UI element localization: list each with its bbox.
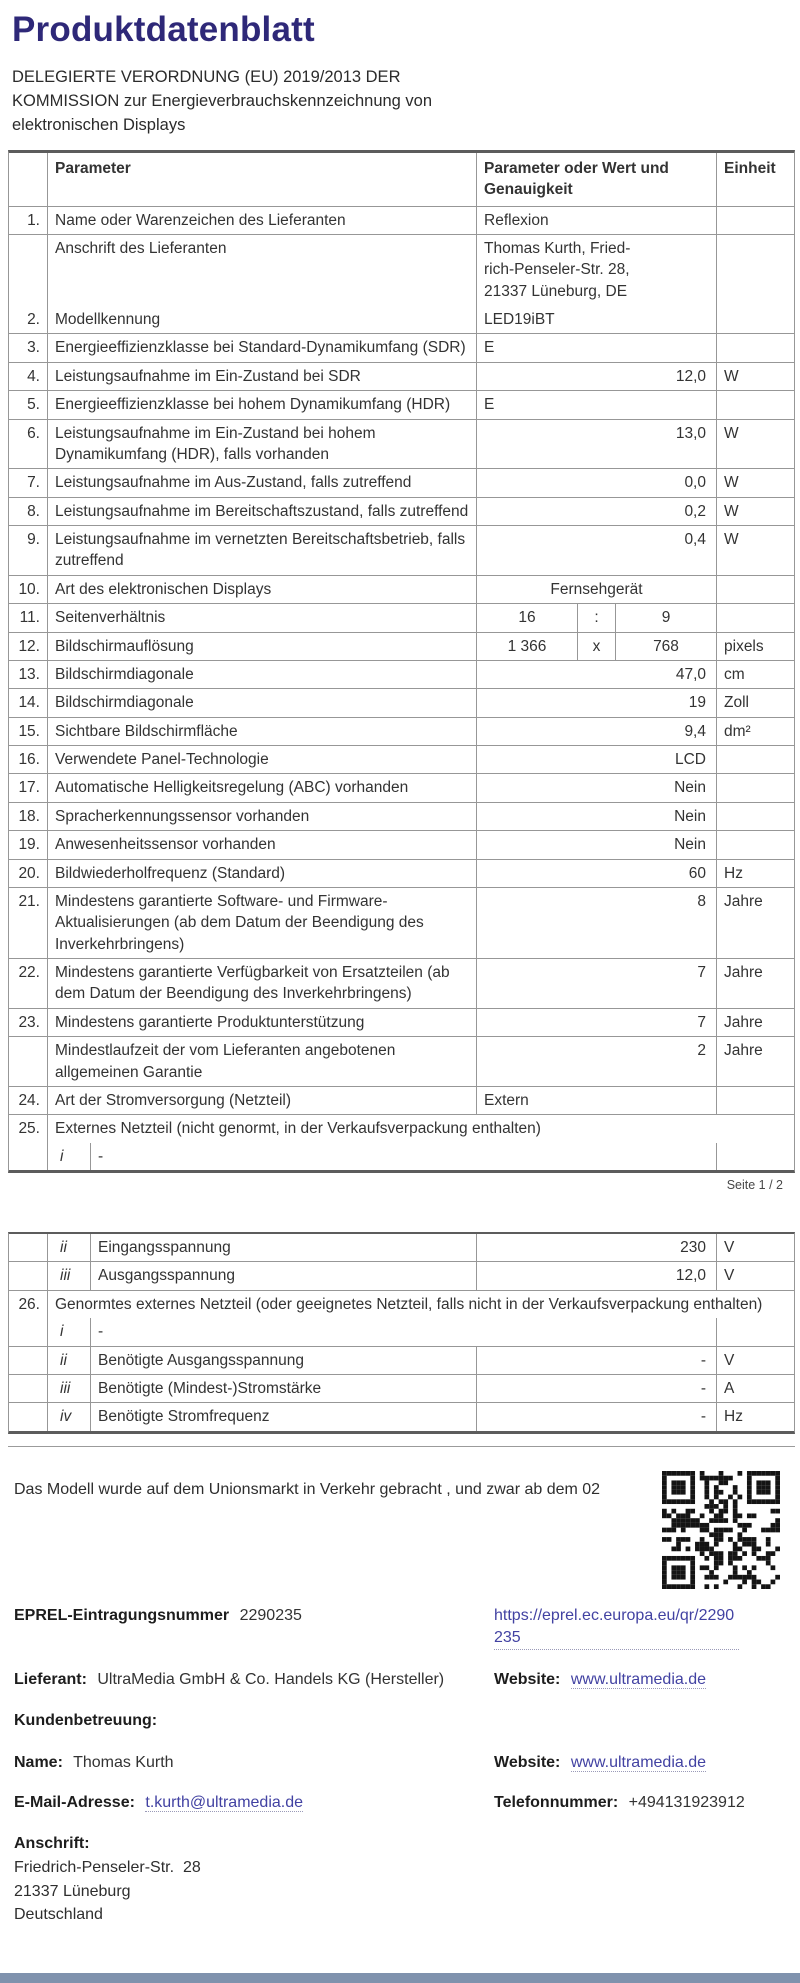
page-title: Produktdatenblatt <box>12 10 315 49</box>
parameter-cell: Verwendete Panel-Technologie <box>48 746 477 773</box>
table-row <box>9 689 794 717</box>
parameter-span-cell: Externes Netzteil (nicht genormt, in der Verkaufsverpackung enthalten) <box>55 1120 541 1138</box>
row-number-cell <box>9 1234 48 1261</box>
unit-cell: Jahre <box>724 892 763 910</box>
address-country: Deutschland <box>14 1905 103 1923</box>
address-block <box>14 1833 790 1926</box>
value-cell: - <box>477 1347 717 1374</box>
parameter-cell: Bildschirmdiagonale <box>48 689 477 716</box>
parameter-cell: Benötigte (Mindest-)Stromstärke <box>91 1375 477 1402</box>
table-row <box>9 526 794 576</box>
value-cell: E <box>477 334 717 361</box>
table-row <box>9 1234 794 1262</box>
row-number-cell <box>9 1347 48 1374</box>
table-row <box>9 498 794 526</box>
parameter-cell: Bildwiederholfrequenz (Standard) <box>48 860 477 887</box>
row-number-cell: 16. <box>9 746 48 773</box>
parameter-cell: Energieeffizienzklasse bei hohem Dynamikumfang (HDR) <box>48 391 477 418</box>
unit-cell: Jahre <box>724 1042 763 1060</box>
regulation-subtitle: DELEGIERTE VERORDNUNG (EU) 2019/2013 DER KOMMISSION zur Energieverbrauchskennzeichnung von elektronischen Displays <box>12 68 433 134</box>
unit-cell <box>717 235 794 306</box>
row-number-cell: 19. <box>9 831 48 858</box>
website-link[interactable]: www.ultramedia.de <box>570 1671 707 1689</box>
parameter-cell: Ausgangsspannung <box>91 1262 477 1289</box>
value-cell: 13,0 <box>477 420 717 469</box>
value-cell: 0,2 <box>477 498 717 525</box>
parameter-cell: Sichtbare Bildschirmfläche <box>48 718 477 745</box>
ratio-right-cell: 9 <box>616 604 717 631</box>
table-row <box>9 661 794 689</box>
table-row <box>9 1291 794 1318</box>
value-cell: Nein <box>477 803 717 830</box>
row-number-cell: 12. <box>9 633 48 660</box>
roman-numeral-cell: iii <box>48 1262 91 1289</box>
unit-cell: W <box>724 424 739 442</box>
table-row <box>9 235 794 306</box>
unit-cell <box>717 207 794 234</box>
parameter-cell: Benötigte Ausgangsspannung <box>91 1347 477 1374</box>
table-row <box>9 420 794 470</box>
market-placement-note: Das Modell wurde auf dem Unionsmarkt in Verkehr gebracht , und zwar ab dem 02 <box>14 1480 601 1498</box>
value-cell: - <box>477 1375 717 1402</box>
unit-cell: V <box>724 1239 735 1257</box>
unit-cell: cm <box>724 665 745 683</box>
website2-label: Website: <box>494 1753 561 1771</box>
table-row <box>9 604 794 632</box>
table-row <box>9 633 794 661</box>
ratio-left-cell: 1 366 <box>477 633 578 660</box>
roman-numeral-cell: iv <box>48 1403 91 1430</box>
unit-cell <box>717 334 794 361</box>
value-cell: 2 <box>477 1037 717 1086</box>
parameter-cell: Art der Stromversorgung (Netzteil) <box>48 1087 477 1114</box>
parameter-cell: Bildschirmdiagonale <box>48 661 477 688</box>
parameter-cell: Leistungsaufnahme im Ein-Zustand bei SDR <box>48 363 477 390</box>
roman-numeral-cell: i <box>48 1318 91 1345</box>
table-row <box>9 306 794 334</box>
value-cell: 7 <box>477 959 717 1008</box>
parameter-cell: Seitenverhältnis <box>48 604 477 631</box>
table-row <box>9 803 794 831</box>
sub-value-cell: - <box>91 1318 717 1345</box>
unit-cell: V <box>724 1351 735 1369</box>
value-cell: 12,0 <box>477 363 717 390</box>
unit-cell: pixels <box>724 637 764 655</box>
row-number-cell <box>9 1375 48 1402</box>
table-row <box>9 1262 794 1290</box>
market-note-row <box>14 1469 790 1605</box>
qr-code-icon <box>662 1471 780 1589</box>
eprel-number-label: EPREL-Eintragungsnummer <box>14 1606 230 1624</box>
value-cell: 0,0 <box>477 469 717 496</box>
unit-cell: Zoll <box>724 694 749 712</box>
ratio-separator-cell: x <box>578 633 616 660</box>
phone-value: +494131923912 <box>628 1794 745 1812</box>
roman-numeral-cell: ii <box>48 1347 91 1374</box>
unit-cell: W <box>724 474 739 492</box>
row-number-cell: 14. <box>9 689 48 716</box>
table-row <box>9 1115 794 1142</box>
row-number-cell: 15. <box>9 718 48 745</box>
unit-cell: Hz <box>724 1408 743 1426</box>
table-header-row <box>9 153 794 207</box>
parameter-cell: Leistungsaufnahme im Aus-Zustand, falls zutreffend <box>48 469 477 496</box>
bottom-bar <box>0 1973 800 1983</box>
value-cell: 230 <box>477 1234 717 1261</box>
row-number-cell <box>9 1318 48 1345</box>
value-cell: 9,4 <box>477 718 717 745</box>
value-cell: 47,0 <box>477 661 717 688</box>
row-number-cell: 21. <box>9 888 48 958</box>
phone-label: Telefonnummer: <box>494 1794 619 1812</box>
unit-cell <box>717 831 794 858</box>
unit-cell: Jahre <box>724 1013 763 1031</box>
table-row <box>9 576 794 604</box>
table-row <box>9 831 794 859</box>
row-number-cell: 24. <box>9 1087 48 1114</box>
table-row <box>9 860 794 888</box>
unit-cell <box>717 746 794 773</box>
value-cell: LED19iBT <box>477 306 717 333</box>
unit-cell <box>717 576 794 603</box>
row-number-cell <box>9 1037 48 1086</box>
value-cell: LCD <box>477 746 717 773</box>
table-row <box>9 1037 794 1087</box>
row-number-cell: 7. <box>9 469 48 496</box>
unit-cell: dm² <box>724 722 751 740</box>
parameter-cell: Automatische Helligkeitsregelung (ABC) vorhanden <box>48 774 477 801</box>
value-cell: 19 <box>477 689 717 716</box>
table-row <box>9 1087 794 1115</box>
table-row <box>9 391 794 419</box>
row-number-cell <box>9 235 48 306</box>
row-number-cell: 13. <box>9 661 48 688</box>
value-cell: 0,4 <box>477 526 717 575</box>
parameter-cell: Mindestlaufzeit der vom Lieferanten angebotenen allgemeinen Garantie <box>48 1037 477 1086</box>
row-number-cell: 8. <box>9 498 48 525</box>
row-number-cell: 10. <box>9 576 48 603</box>
value-cell: Reflexion <box>477 207 717 234</box>
unit-cell <box>717 1318 794 1345</box>
unit-cell: Hz <box>724 864 743 882</box>
customer-service-label: Kundenbetreuung: <box>14 1712 158 1730</box>
row-number-cell <box>9 1262 48 1289</box>
row-number-cell: 2. <box>9 306 48 333</box>
table-row <box>9 1009 794 1037</box>
parameter-cell: Bildschirmauflösung <box>48 633 477 660</box>
contact-name-label: Name: <box>14 1753 63 1771</box>
eprel-row <box>14 1605 790 1651</box>
parameter-cell: Modellkennung <box>48 306 477 333</box>
unit-cell <box>717 1143 794 1170</box>
roman-numeral-cell: iii <box>48 1375 91 1402</box>
value-cell: Thomas Kurth, Fried- rich-Penseler-Str. 28, 21337 Lüneburg, DE <box>477 235 717 306</box>
table-row <box>9 718 794 746</box>
unit-cell: V <box>724 1267 735 1285</box>
parameter-cell: Benötigte Stromfrequenz <box>91 1403 477 1430</box>
contact-name-value: Thomas Kurth <box>73 1753 174 1771</box>
footer-section <box>8 1447 795 1926</box>
value-cell: Nein <box>477 831 717 858</box>
spec-table-page2 <box>8 1232 795 1434</box>
parameter-cell: Eingangsspannung <box>91 1234 477 1261</box>
sub-value-cell: - <box>91 1143 717 1170</box>
parameter-cell: Spracherkennungssensor vorhanden <box>48 803 477 830</box>
unit-cell <box>717 1087 794 1114</box>
value-cell: Extern <box>477 1087 717 1114</box>
row-number-cell: 26. <box>9 1291 48 1318</box>
unit-cell: W <box>724 502 739 520</box>
roman-numeral-cell: ii <box>48 1234 91 1261</box>
parameter-cell: Anschrift des Lieferanten <box>48 235 477 306</box>
row-number-cell <box>9 1143 48 1170</box>
table-row <box>9 1403 794 1430</box>
value-cell: 12,0 <box>477 1262 717 1289</box>
table-row <box>9 1143 794 1170</box>
value-cell: Fernsehgerät <box>477 576 717 603</box>
ratio-left-cell: 16 <box>477 604 578 631</box>
parameter-cell: Anwesenheitssensor vorhanden <box>48 831 477 858</box>
parameter-span-cell: Genormtes externes Netzteil (oder geeignetes Netzteil, falls nicht in der Verkaufsverpackung enthalten) <box>55 1295 763 1313</box>
parameter-cell: Leistungsaufnahme im Bereitschaftszustand, falls zutreffend <box>48 498 477 525</box>
row-number-cell: 6. <box>9 420 48 469</box>
unit-cell: W <box>724 531 739 549</box>
row-number-cell: 11. <box>9 604 48 631</box>
parameter-cell: Mindestens garantierte Produktunterstützung <box>48 1009 477 1036</box>
page-indicator: Seite 1 / 2 <box>726 1178 783 1193</box>
row-number-cell: 23. <box>9 1009 48 1036</box>
header-value-cell: Parameter oder Wert und Genauigkeit <box>477 153 717 206</box>
table-row <box>9 746 794 774</box>
unit-cell <box>717 391 794 418</box>
address-city: 21337 Lüneburg <box>14 1882 131 1900</box>
table-row <box>9 888 794 959</box>
table-row <box>9 363 794 391</box>
eprel-qr-link[interactable]: https://eprel.ec.europa.eu/qr/2290235 <box>494 1605 739 1651</box>
roman-numeral-cell: i <box>48 1143 91 1170</box>
header-number-cell <box>9 153 48 206</box>
address-label: Anschrift: <box>14 1834 90 1852</box>
row-number-cell: 22. <box>9 959 48 1008</box>
table-row <box>9 1375 794 1403</box>
row-number-cell: 5. <box>9 391 48 418</box>
table-row <box>9 1318 794 1346</box>
table-row <box>9 469 794 497</box>
table-row <box>9 959 794 1009</box>
table-row <box>9 774 794 802</box>
row-number-cell: 4. <box>9 363 48 390</box>
supplier-label: Lieferant: <box>14 1671 87 1689</box>
parameter-cell: Leistungsaufnahme im Ein-Zustand bei hohem Dynamikumfang (HDR), falls vorhanden <box>48 420 477 469</box>
unit-cell: W <box>724 367 739 385</box>
supplier-value: UltraMedia GmbH & Co. Handels KG (Hersteller) <box>97 1671 445 1689</box>
ratio-separator-cell: : <box>578 604 616 631</box>
contact-email-row <box>14 1792 790 1814</box>
table-row <box>9 207 794 235</box>
ratio-right-cell: 768 <box>616 633 717 660</box>
row-number-cell <box>9 1403 48 1430</box>
eprel-number-value: 2290235 <box>239 1606 302 1624</box>
value-cell: 7 <box>477 1009 717 1036</box>
value-cell: 8 <box>477 888 717 958</box>
email-label: E-Mail-Adresse: <box>14 1794 135 1812</box>
table-row <box>9 334 794 362</box>
table-row <box>9 1347 794 1375</box>
parameter-cell: Energieeffizienzklasse bei Standard-Dynamikumfang (SDR) <box>48 334 477 361</box>
parameter-cell: Leistungsaufnahme im vernetzten Bereitschaftsbetrieb, falls zutreffend <box>48 526 477 575</box>
unit-cell <box>717 774 794 801</box>
value-cell: - <box>477 1403 717 1430</box>
row-number-cell: 18. <box>9 803 48 830</box>
row-number-cell: 3. <box>9 334 48 361</box>
row-number-cell: 9. <box>9 526 48 575</box>
unit-cell: A <box>724 1379 735 1397</box>
header-parameter-cell: Parameter <box>48 153 477 206</box>
contact-name-row <box>14 1752 790 1774</box>
header-unit-cell: Einheit <box>724 159 776 177</box>
unit-cell <box>717 803 794 830</box>
row-number-cell: 20. <box>9 860 48 887</box>
spec-table-page1 <box>8 150 795 1173</box>
unit-cell <box>717 604 794 631</box>
website2-link[interactable]: www.ultramedia.de <box>570 1753 707 1771</box>
parameter-cell: Art des elektronischen Displays <box>48 576 477 603</box>
row-number-cell: 25. <box>9 1115 48 1142</box>
unit-cell <box>717 306 794 333</box>
row-number-cell: 17. <box>9 774 48 801</box>
parameter-cell: Mindestens garantierte Verfügbarkeit von Ersatzteilen (ab dem Datum der Beendigung des Inverkehrbringens) <box>48 959 477 1008</box>
parameter-cell: Mindestens garantierte Software- und Firmware-Aktualisierungen (ab dem Datum der Beendigung des Inverkehrbringens) <box>48 888 477 958</box>
value-cell: 60 <box>477 860 717 887</box>
email-link[interactable]: t.kurth@ultramedia.de <box>145 1794 304 1812</box>
row-number-cell: 1. <box>9 207 48 234</box>
value-cell: Nein <box>477 774 717 801</box>
website-label: Website: <box>494 1671 561 1689</box>
unit-cell: Jahre <box>724 964 763 982</box>
supplier-row <box>14 1669 790 1691</box>
address-street: Friedrich-Penseler-Str. 28 <box>14 1859 201 1877</box>
value-cell: E <box>477 391 717 418</box>
parameter-cell: Name oder Warenzeichen des Lieferanten <box>48 207 477 234</box>
